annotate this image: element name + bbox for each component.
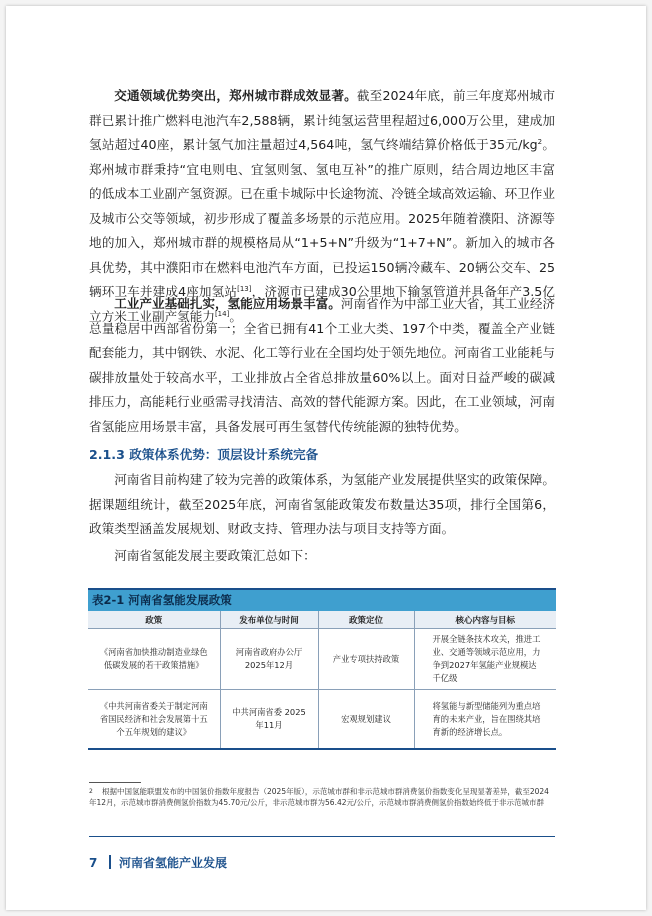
page-number: 7 (89, 856, 98, 870)
citation-ref[interactable]: [13] (237, 284, 252, 293)
table-cell: 将氢能与新型储能列为重点培育的未来产业，旨在围绕其培育新的经济增长点。 (432, 700, 541, 737)
column-header: 核心内容与目标 (414, 611, 556, 629)
footnote-mark: 2 (89, 788, 93, 795)
paragraph-text: 。郑州城市群秉持“宜电则电、宜氢则氢、氢电互补”的推广原则，结合周边地区丰富的低成本工业副产氢资源。已在重卡城际中长途物流、冷链全域高效运输、环卫作业及城市公交等领域，初步形成了覆盖多场景的示范应用。2025年随着濮阳、济源等地的加入，郑州城市群的规模格局从“1+5+N”升级为“1+7+N”。新加入的城市各具优势，其中濮阳市在燃料电池汽车方面，已投运150辆冷藏车、20辆公交车、25辆环卫车并建成4座加氢站 (89, 137, 556, 299)
policy-table-grid (88, 611, 556, 748)
column-header: 发布单位与时间 (220, 611, 318, 629)
footnote (89, 786, 555, 808)
paragraph-text: ，济源市已建成30公里地下输氢管道并具备年产3.5亿立方米工业副产氢能力 (89, 284, 555, 324)
table-cell: 中共河南省委 2025年11月 (220, 690, 318, 749)
table-row (88, 690, 556, 749)
table-header-row (88, 611, 556, 629)
page-footer (89, 854, 227, 872)
section-heading: 2.1.3 政策体系优势：顶层设计系统完备 (89, 447, 319, 462)
footer-divider (89, 836, 555, 837)
paragraph-lead: 交通领域优势突出，郑州城市群成效显著。 (114, 88, 357, 103)
footnote-ref[interactable]: 2 (537, 137, 543, 146)
paragraph-intro-table: 河南省氢能发展主要政策汇总如下： (114, 548, 316, 563)
footnote-divider (89, 782, 141, 783)
footer-separator (109, 855, 111, 869)
paragraph-text: 截至2024年底，前三年度郑州城市群已累计推广燃料电池汽车2,588辆，累计纯氢运营里程超过6,000万公里，建成加氢站超过40座，累计氢气加注量超过4,564吨，氢气终端结算价格低于35元/kg (89, 88, 555, 152)
footer-title: 河南省氢能产业发展 (119, 856, 228, 870)
table-cell: 《河南省加快推动制造业绿色低碳发展的若干政策措施》 (88, 629, 220, 690)
paragraph-text: 。 (229, 308, 242, 324)
paragraph-lead: 工业产业基础扎实，氢能应用场景丰富。 (114, 296, 341, 311)
column-header: 政策 (88, 611, 220, 629)
paragraph-text: 河南省作为中部工业大省，其工业经济总量稳居中西部省份第一；全省已拥有41个工业大类、197个中类，覆盖全产业链配套能力，其中钢铁、水泥、化工等行业在全国均处于领先地位。河南省工业能耗与碳排放量处于较高水平，工业排放占全省总排放量60%以上。面对日益严峻的碳减排压力，高能耗行业亟需寻找清洁、高效的替代能源方案。因此，在工业领域，河南省氢能应用场景丰富，具备发展可再生氢替代传统能源的独特优势。 (89, 296, 556, 434)
table-title: 表2-1 河南省氢能发展政策 (88, 590, 556, 611)
policy-table (88, 588, 556, 750)
document-page (6, 6, 646, 910)
paragraph-industry (89, 292, 555, 439)
table-cell: 宏观规划建议 (318, 690, 414, 749)
table-row (88, 629, 556, 690)
table-cell: 《中共河南省委关于制定河南省国民经济和社会发展第十五个五年规划的建议》 (88, 690, 220, 749)
table-cell: 河南省政府办公厅 2025年12月 (220, 629, 318, 690)
footnote-text: 根据中国氢能联盟发布的中国氢价指数年度报告（2025年版），示范城市群和非示范城市群消费氢价指数变化呈现显著差异，截至2024年12月，示范城市群消费侧氢价指数为45.70元/公斤，非示范城市群为56.42元/公斤，示范城市群消费侧氢价指数始终低于非示范城市群 (89, 787, 549, 807)
column-header: 政策定位 (318, 611, 414, 629)
paragraph-policy: 河南省目前构建了较为完善的政策体系，为氢能产业发展提供坚实的政策保障。据课题组统计，截至2025年底，河南省氢能政策发布数量达35项，排行全国第6，政策类型涵盖发展规划、财政支持、管理办法与项目支持等方面。 (89, 472, 555, 536)
table-cell: 开展全链条技术攻关，推进工业、交通等领域示范应用，力争到2027年氢能产业规模达千亿级 (414, 629, 556, 690)
citation-ref[interactable]: [14] (214, 309, 230, 318)
table-cell: 产业专项扶持政策 (318, 629, 414, 690)
